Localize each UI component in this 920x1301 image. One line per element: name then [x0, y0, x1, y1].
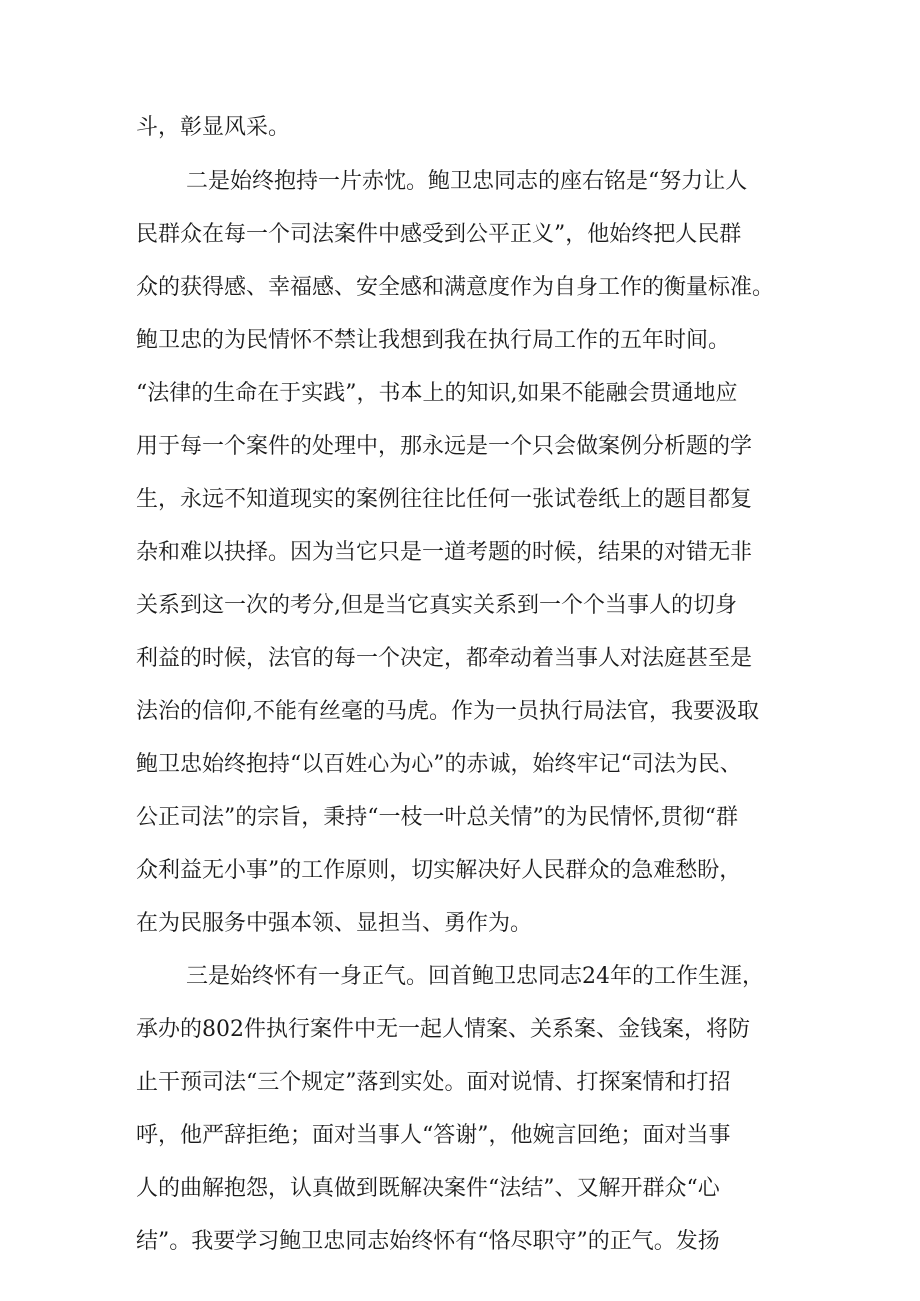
text-line: “法律的生命在于实践”，书本上的知识,如果不能融会贯通地应	[136, 381, 738, 406]
text-line: 斗，彰显风采。	[136, 115, 291, 140]
text-line: 用于每一个案件的处理中，那永远是一个只会做案例分析题的学	[136, 434, 753, 459]
text-line: 承办的802件执行案件中无一起人情案、关系案、金钱案，将防	[136, 1017, 750, 1042]
text-line: 法治的信仰,不能有丝毫的马虎。作为一员执行局法官，我要汲取	[136, 699, 759, 724]
paragraph-first-line: 三是始终怀有一身正气。回首鲍卫忠同志24年的工作生涯，	[186, 964, 764, 989]
paragraph-first-line: 二是始终抱持一片赤忱。鲍卫忠同志的座右铭是“努力让人	[186, 169, 748, 194]
text-line: 人的曲解抱怨，认真做到既解决案件“法结”、又解开群众“心	[136, 1176, 720, 1201]
text-line: 利益的时候，法官的每一个决定，都牵动着当事人对法庭甚至是	[136, 646, 753, 671]
text-line: 民群众在每一个司法案件中感受到公平正义”，他始终把人民群	[136, 222, 742, 247]
text-line: 呼，他严辞拒绝；面对当事人“答谢”，他婉言回绝；面对当事	[136, 1123, 731, 1148]
text-line: 在为民服务中强本领、显担当、勇作为。	[136, 911, 533, 936]
text-line: 鲍卫忠的为民情怀不禁让我想到我在执行局工作的五年时间。	[136, 328, 731, 353]
text-line: 众利益无小事”的工作原则，切实解决好人民群众的急难愁盼，	[136, 858, 742, 883]
text-line: 众的获得感、幸福感、安全感和满意度作为自身工作的衡量标准。	[136, 275, 775, 300]
text-line: 结”。我要学习鲍卫忠同志始终怀有“恪尽职守”的正气。发扬	[136, 1229, 720, 1254]
text-line: 杂和难以抉择。因为当它只是一道考题的时候，结果的对错无非	[136, 540, 753, 565]
text-line: 鲍卫忠始终抱持“以百姓心为心”的赤诚，始终牢记“司法为民、	[136, 752, 742, 777]
text-line: 公正司法”的宗旨，秉持“一枝一叶总关情”的为民情怀,贯彻“群	[136, 805, 738, 830]
text-line: 止干预司法“三个规定”落到实处。面对说情、打探案情和打招	[136, 1070, 731, 1095]
text-line: 生，永远不知道现实的案例往往比任何一张试卷纸上的题目都复	[136, 487, 753, 512]
text-line: 关系到这一次的考分,但是当它真实关系到一个个当事人的切身	[136, 593, 737, 618]
